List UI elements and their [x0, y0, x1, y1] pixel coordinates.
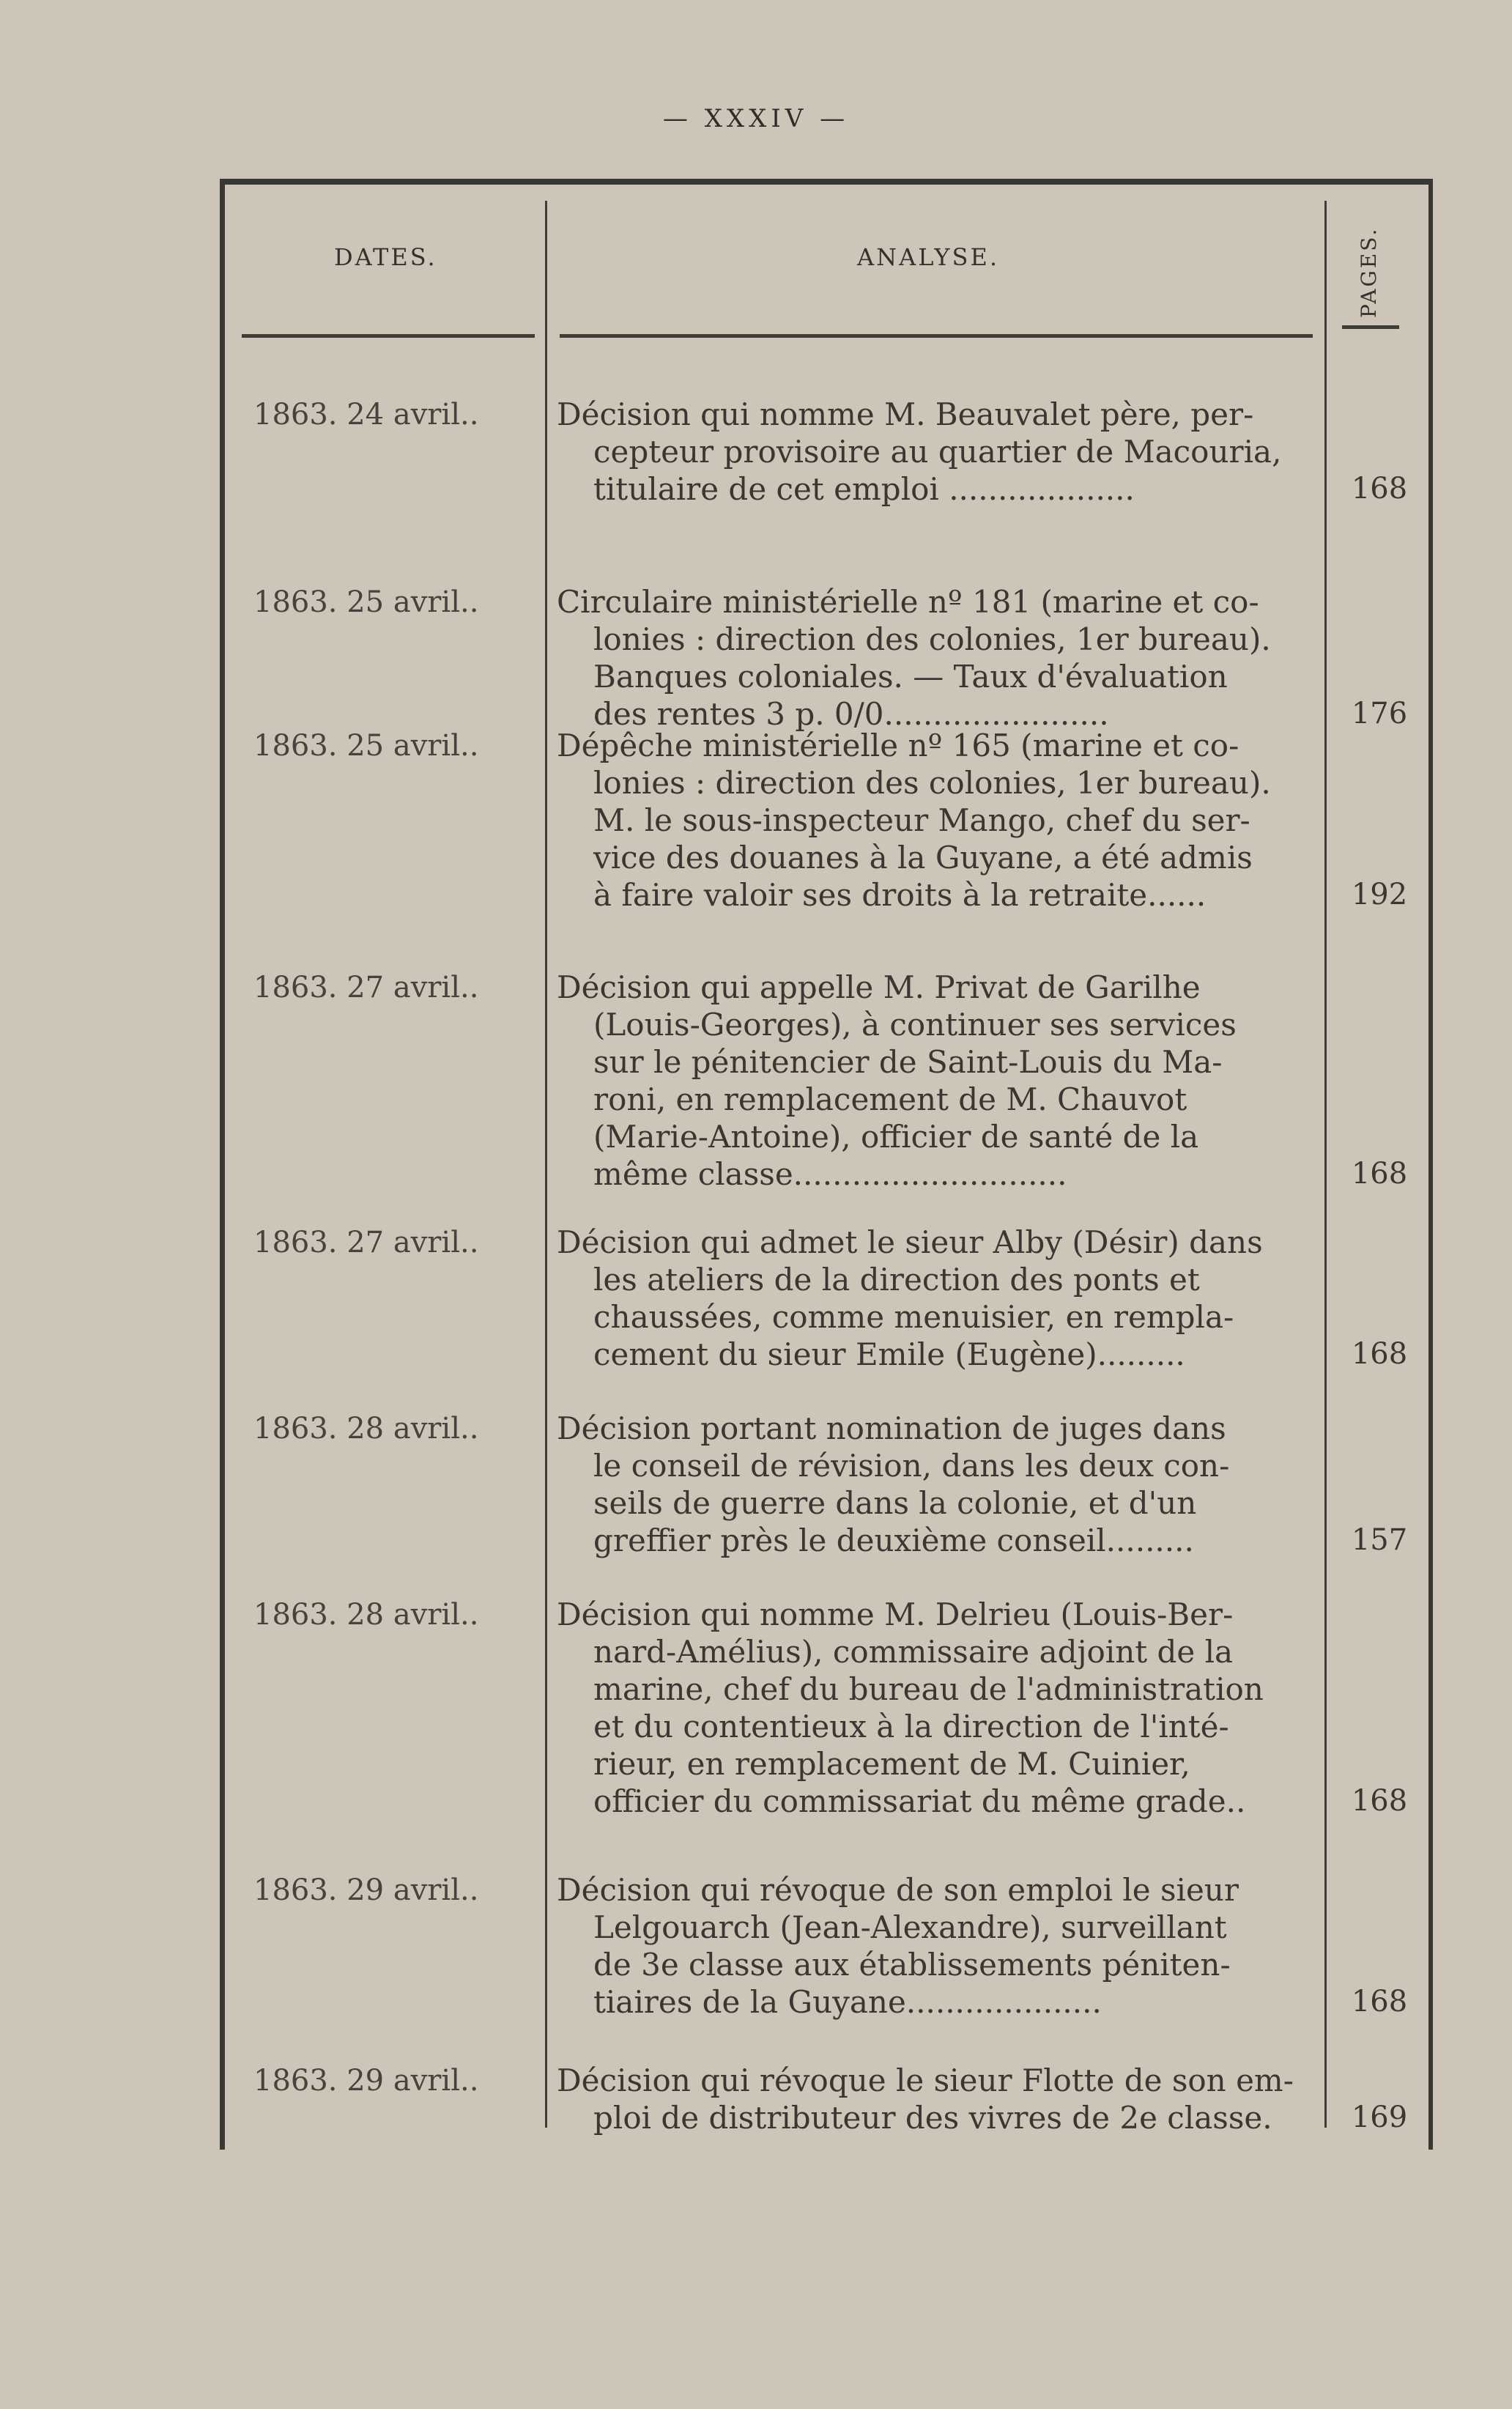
- analysis-line: vice des douanes à la Guyane, a été admis: [593, 840, 1253, 876]
- analysis-line: lonies : direction des colonies, 1er bureau).: [593, 621, 1271, 657]
- analysis-line: cepteur provisoire au quartier de Macouria,: [593, 434, 1282, 470]
- row-analysis: [557, 1224, 1319, 1373]
- analysis-line: et du contentieux à la direction de l'inté-: [593, 1709, 1229, 1744]
- row-analysis: [557, 727, 1319, 914]
- analysis-line: sur le pénitencier de Saint-Louis du Ma-: [593, 1044, 1223, 1080]
- analysis-line: seils de guerre dans la colonie, et d'un: [593, 1485, 1197, 1521]
- header-rule-pages: [1342, 325, 1399, 329]
- analysis-line: Dépêche ministérielle nº 165 (marine et co-: [557, 728, 1239, 763]
- analysis-line: titulaire de cet emploi ...................: [593, 471, 1135, 507]
- row-date: 1863. 27 avril..: [253, 971, 479, 1004]
- analysis-line: Décision qui nomme M. Delrieu (Louis-Ber-: [557, 1596, 1234, 1632]
- row-date: 1863. 27 avril..: [253, 1226, 479, 1259]
- row-page-number: 169: [1351, 2101, 1408, 2134]
- row-analysis: [557, 396, 1319, 508]
- row-page-number: 157: [1351, 1523, 1408, 1557]
- column-header-dates: DATES.: [334, 243, 437, 271]
- row-analysis: [557, 1871, 1319, 2021]
- column-separator-dates: [545, 201, 547, 2128]
- analysis-line: Décision qui appelle M. Privat de Garilhe: [557, 969, 1201, 1005]
- analysis-line: Circulaire ministérielle nº 181 (marine et co-: [557, 584, 1259, 620]
- analysis-line: à faire valoir ses droits à la retraite......: [593, 877, 1207, 913]
- analysis-line: Décision portant nomination de juges dans: [557, 1410, 1226, 1446]
- column-separator-pages: [1324, 201, 1327, 2128]
- analysis-line: Décision qui nomme M. Beauvalet père, per-: [557, 396, 1254, 432]
- analysis-line: Décision qui admet le sieur Alby (Désir) dans: [557, 1224, 1263, 1260]
- row-date: 1863. 28 avril..: [253, 1412, 479, 1446]
- row-analysis: [557, 583, 1319, 733]
- analysis-line: Lelgouarch (Jean-Alexandre), surveillant: [593, 1909, 1227, 1945]
- analysis-line: ploi de distributeur des vivres de 2e classe.: [593, 2100, 1272, 2136]
- row-analysis: [557, 2062, 1319, 2136]
- table-top-rule: [220, 179, 1433, 185]
- row-analysis: [557, 1410, 1319, 1559]
- table-right-rule: [1428, 179, 1433, 2150]
- row-date: 1863. 24 avril..: [253, 398, 479, 432]
- analysis-line: (Marie-Antoine), officier de santé de la: [593, 1119, 1199, 1155]
- row-page-number: 168: [1351, 1157, 1408, 1191]
- row-page-number: 192: [1351, 878, 1408, 911]
- header-rule-dates: [242, 334, 535, 338]
- analysis-line: rieur, en remplacement de M. Cuinier,: [593, 1746, 1190, 1782]
- row-date: 1863. 25 avril..: [253, 585, 479, 619]
- analysis-line: le conseil de révision, dans les deux con-: [593, 1448, 1230, 1484]
- analysis-line: M. le sous-inspecteur Mango, chef du ser-: [593, 802, 1250, 838]
- analysis-line: chaussées, comme menuisier, en rempla-: [593, 1299, 1234, 1335]
- analysis-line: Décision qui révoque le sieur Flotte de son em-: [557, 2062, 1294, 2098]
- analysis-line: marine, chef du bureau de l'administration: [593, 1671, 1264, 1707]
- row-page-number: 168: [1351, 1337, 1408, 1371]
- analysis-line: tiaires de la Guyane....................: [593, 1984, 1102, 2020]
- column-header-analyse: ANALYSE.: [857, 243, 999, 271]
- row-date: 1863. 29 avril..: [253, 2064, 479, 2098]
- analysis-line: nard-Amélius), commissaire adjoint de la: [593, 1634, 1234, 1670]
- analysis-line: officier du commissariat du même grade..: [593, 1783, 1246, 1819]
- row-page-number: 168: [1351, 1985, 1408, 2018]
- row-date: 1863. 29 avril..: [253, 1873, 479, 1907]
- analysis-line: lonies : direction des colonies, 1er bureau).: [593, 765, 1271, 801]
- row-analysis: [557, 969, 1319, 1193]
- analysis-line: (Louis-Georges), à continuer ses services: [593, 1007, 1237, 1043]
- analysis-line: les ateliers de la direction des ponts et: [593, 1262, 1200, 1298]
- row-date: 1863. 28 avril..: [253, 1598, 479, 1632]
- header-rule-analyse: [560, 334, 1313, 338]
- analysis-line: des rentes 3 p. 0/0.......................: [593, 696, 1109, 732]
- analysis-line: même classe............................: [593, 1156, 1067, 1192]
- table-left-rule: [220, 179, 225, 2150]
- page-header: — XXXIV —: [662, 104, 850, 133]
- row-page-number: 176: [1351, 697, 1408, 730]
- analysis-line: cement du sieur Emile (Eugène).........: [593, 1336, 1185, 1372]
- row-analysis: [557, 1596, 1319, 1820]
- analysis-line: de 3e classe aux établissements péniten-: [593, 1947, 1231, 1983]
- column-header-pages: PAGES.: [1357, 226, 1381, 318]
- analysis-line: Banques coloniales. — Taux d'évaluation: [593, 659, 1228, 695]
- analysis-line: Décision qui révoque de son emploi le sieur: [557, 1872, 1239, 1908]
- analysis-line: roni, en remplacement de M. Chauvot: [593, 1081, 1187, 1117]
- row-date: 1863. 25 avril..: [253, 729, 479, 763]
- analysis-line: greffier près le deuxième conseil.........: [593, 1522, 1194, 1558]
- row-page-number: 168: [1351, 472, 1408, 506]
- row-page-number: 168: [1351, 1784, 1408, 1818]
